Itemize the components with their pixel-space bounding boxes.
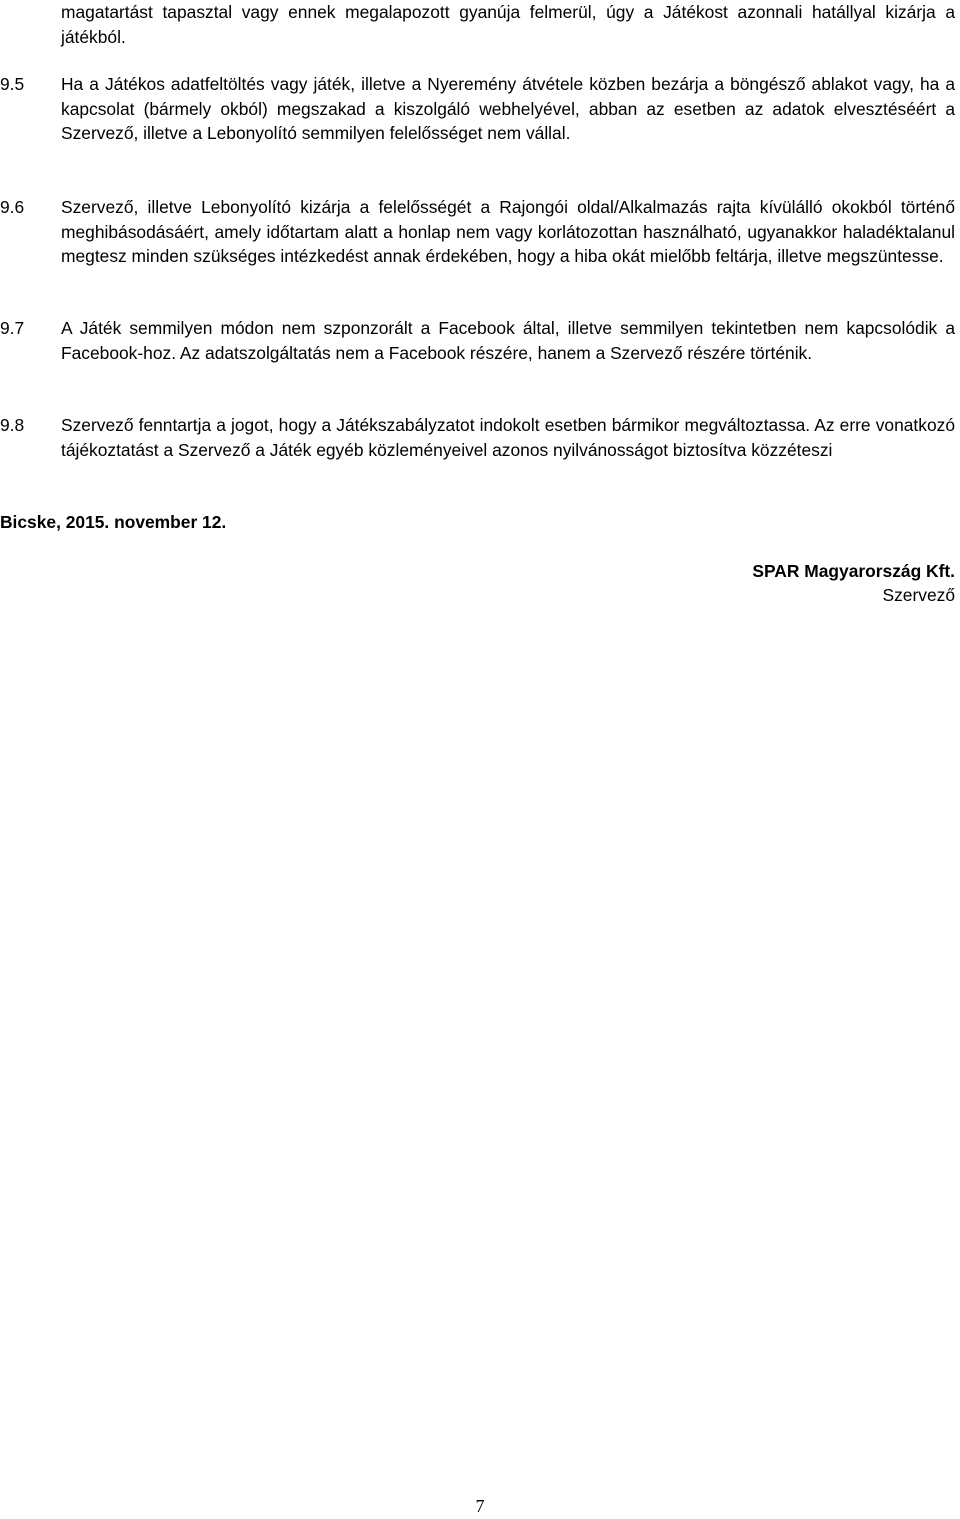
section-9-5: [0, 72, 955, 146]
section-9-8: [0, 413, 955, 462]
section-text: A Játék semmilyen módon nem szponzorált a Facebook által, illetve semmilyen tekintetben nem kapcsolódik a Facebook-hoz. Az adatszolgáltatás nem a Facebook részére, hanem a Szervező részére történik.: [61, 318, 955, 363]
continuation-paragraph: magatartást tapasztal vagy ennek megalapozott gyanúja felmerül, úgy a Játékost azonnali hatállyal kizárja a játékból.: [61, 2, 955, 47]
section-number: 9.5: [0, 74, 25, 94]
section-text: Ha a Játékos adatfeltöltés vagy játék, illetve a Nyeremény átvétele közben bezárja a böngésző ablakot vagy, ha a kapcsolat (bármely okból) megszakad a kiszolgáló webhelyével, abban az esetben az adatok elvesztéséért a Szervező, illetve a Lebonyolító semmilyen felelősséget nem vállal.: [61, 74, 955, 144]
page-number: 7: [475, 1496, 485, 1516]
signature-company: SPAR Magyarország Kft.: [752, 561, 955, 581]
section-number: 9.6: [0, 197, 25, 217]
section-number: 9.8: [0, 415, 25, 435]
signature-role: Szervező: [882, 585, 955, 605]
section-text: Szervező, illetve Lebonyolító kizárja a felelősségét a Rajongói oldal/Alkalmazás rajta kívülálló okokból történő meghibásodásáért, amely időtartam alatt a honlap nem vagy korlátozottan használható, ugyanakkor haladéktalanul megtesz minden szükséges intézkedést annak érdekében, hogy a hiba okát mielőbb feltárja, illetve megszüntesse.: [61, 197, 955, 267]
place-and-date: Bicske, 2015. november 12.: [0, 512, 227, 532]
section-9-7: [0, 316, 955, 365]
section-text: Szervező fenntartja a jogot, hogy a Játékszabályzatot indokolt esetben bármikor megváltoztassa. Az erre vonatkozó tájékoztatást a Szervező a Játék egyéb közleményeivel azonos nyilvánosságot biztosítva közzéteszi: [61, 415, 955, 460]
section-9-6: [0, 195, 955, 269]
section-number: 9.7: [0, 318, 25, 338]
